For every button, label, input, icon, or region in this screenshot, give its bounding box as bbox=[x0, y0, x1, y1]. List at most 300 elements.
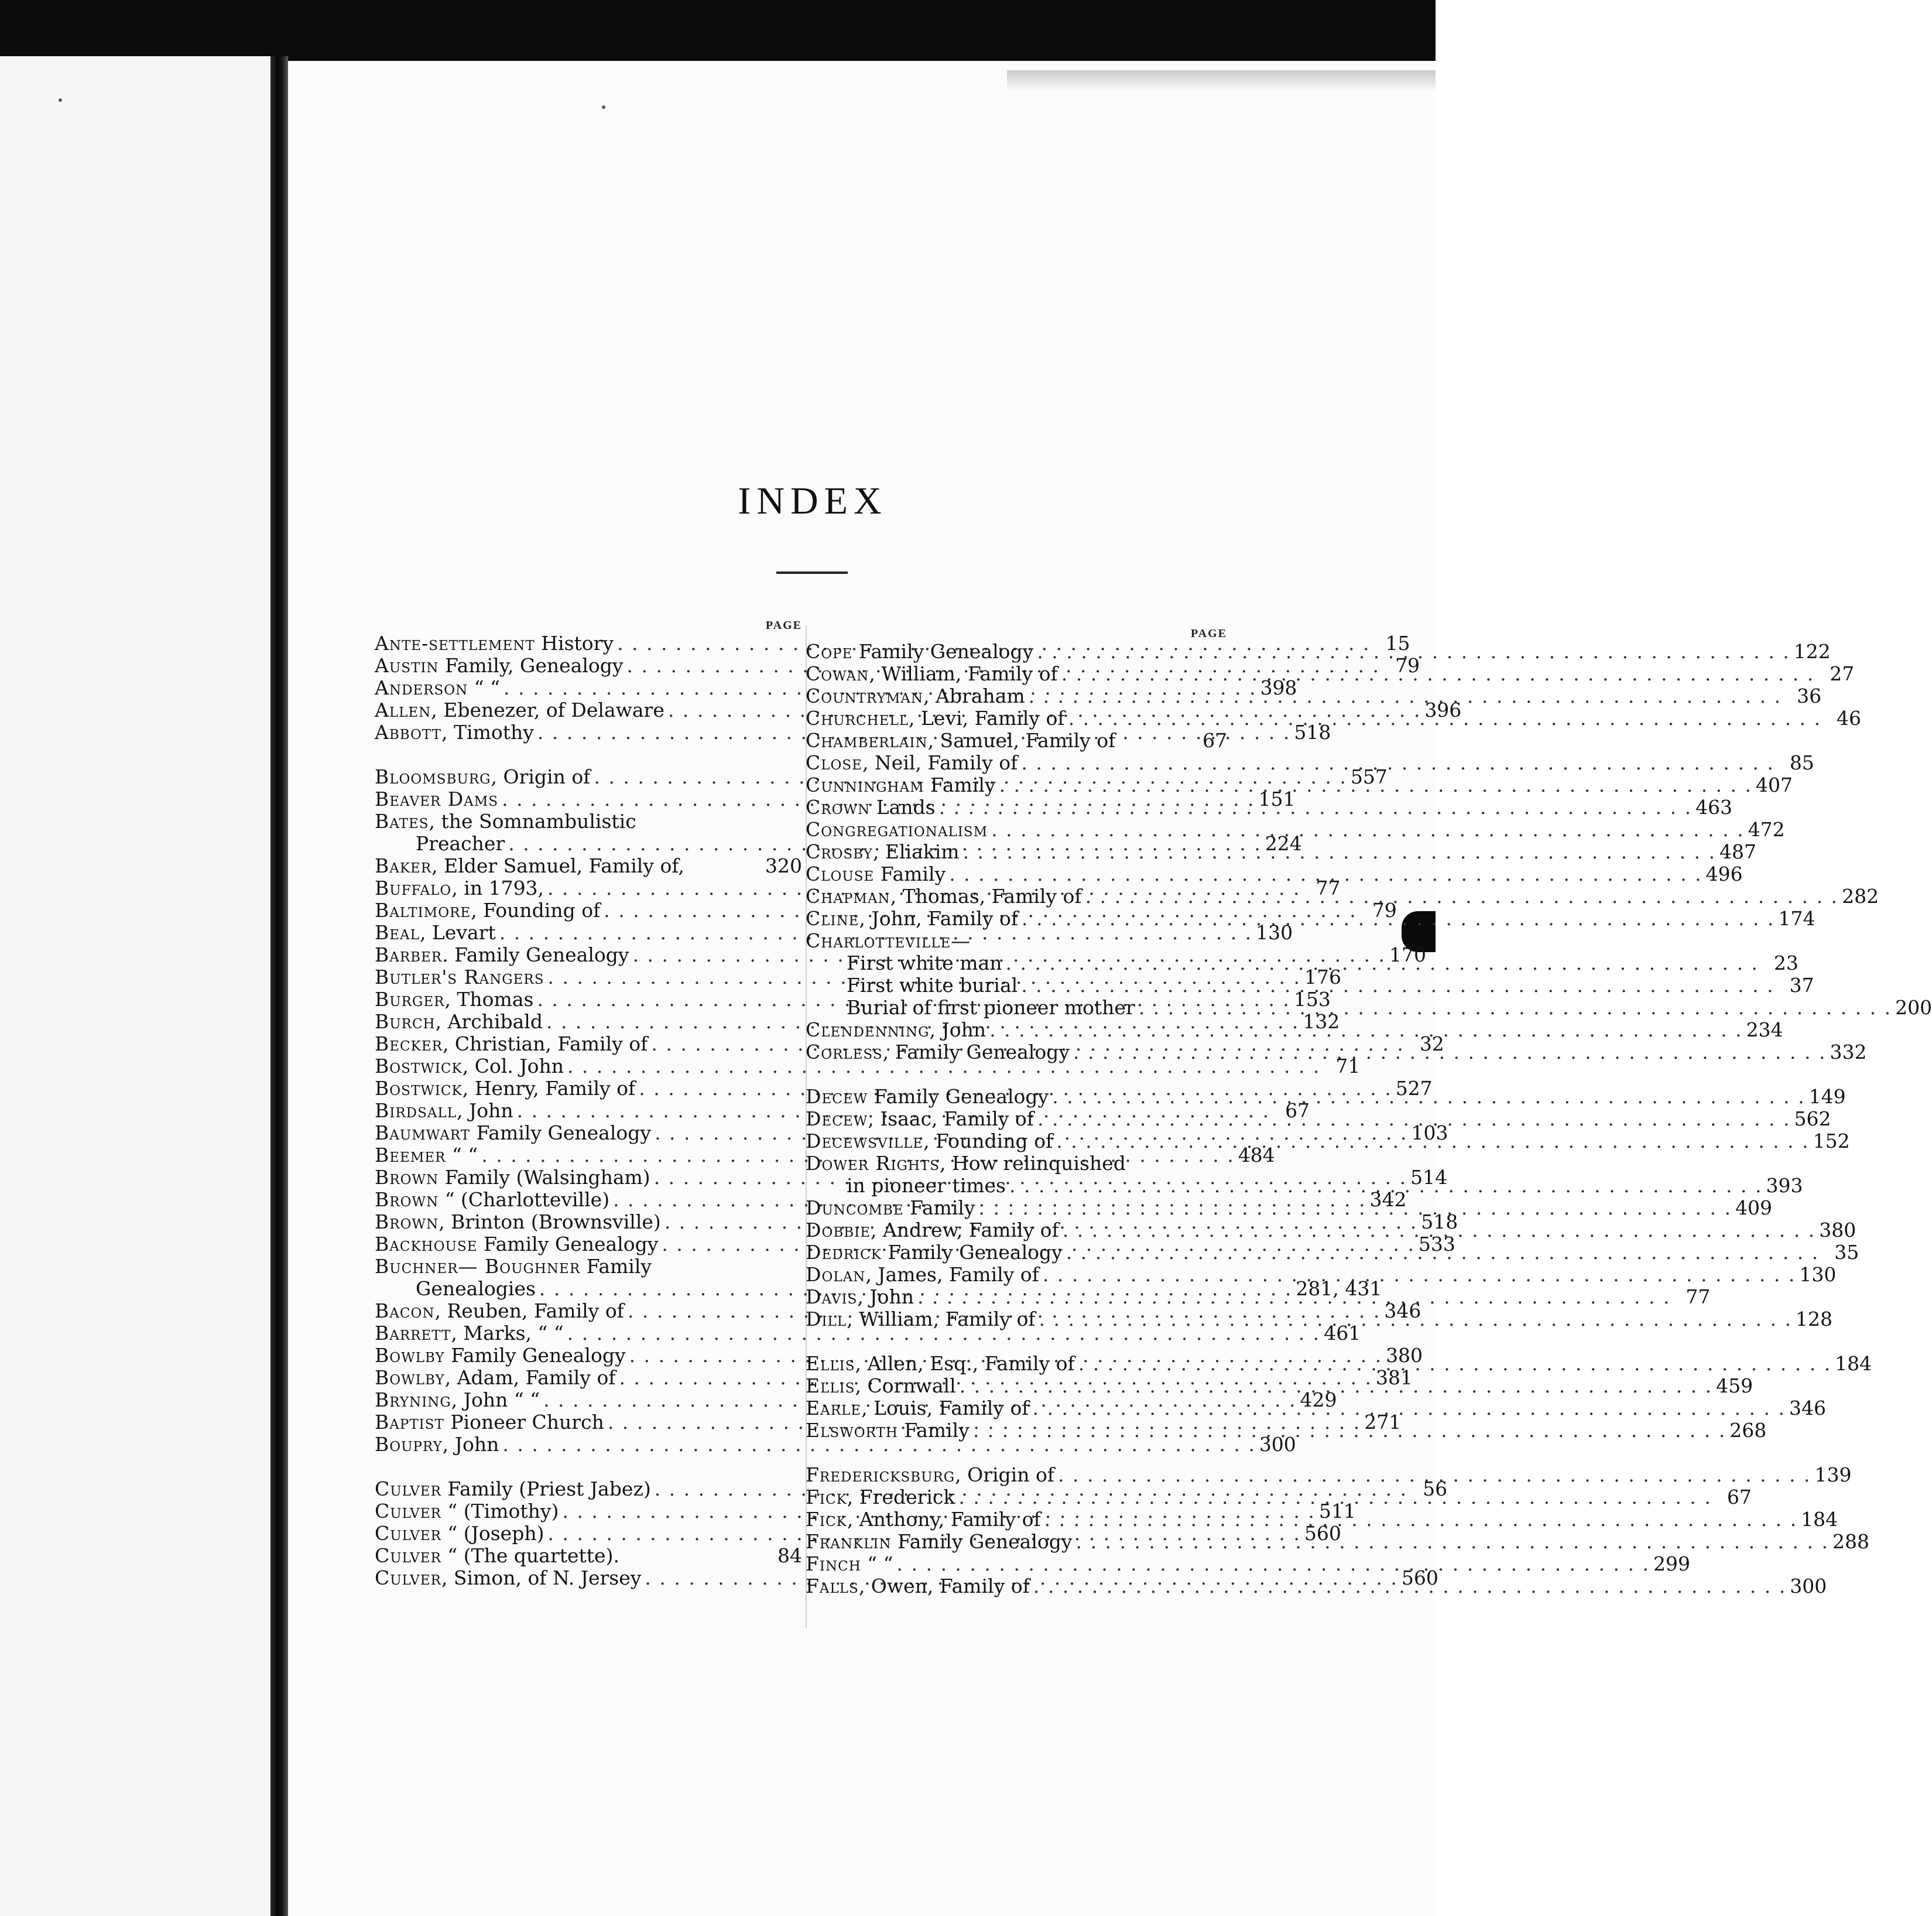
index-entry-detail: , Timothy bbox=[441, 721, 534, 744]
index-entry-text bbox=[375, 988, 533, 1011]
index-entry-heading: Abbott bbox=[375, 721, 442, 744]
index-entry-heading: Butler's Rangers bbox=[375, 966, 544, 988]
index-entry-text bbox=[375, 788, 498, 810]
dot-leader bbox=[1076, 1531, 1829, 1553]
index-entry-heading: Chapman bbox=[806, 885, 890, 908]
dot-leader bbox=[958, 1486, 1711, 1508]
index-entry-detail: , Elder Samuel, Family of, bbox=[431, 854, 684, 877]
index-entry-detail: , Abraham bbox=[923, 685, 1025, 707]
index-entry-detail: Preacher bbox=[416, 832, 505, 855]
index-entry-page-number: 271 bbox=[1364, 1411, 1402, 1433]
index-entry-text bbox=[806, 1019, 986, 1041]
index-entry-text bbox=[806, 1286, 914, 1308]
index-entry-detail: , Founding of bbox=[471, 899, 601, 922]
index-entry-heading: Culver bbox=[375, 1544, 441, 1567]
index-entry-text bbox=[806, 1397, 1029, 1419]
index-entry-text bbox=[806, 819, 988, 841]
index-entry-heading: Brown bbox=[375, 1210, 439, 1233]
index-entry-page-number: 84 bbox=[777, 1544, 802, 1567]
dot-leader bbox=[1033, 1575, 1786, 1597]
index-entry-heading: Franklin bbox=[806, 1530, 892, 1553]
index-entry-text bbox=[375, 1278, 536, 1300]
index-entry-text bbox=[375, 1144, 478, 1166]
index-entry-detail: in pioneer times bbox=[847, 1174, 1006, 1197]
index-entry-text bbox=[375, 877, 544, 899]
index-entry-detail: , John bbox=[442, 1433, 499, 1456]
index-entry-detail: , William, Family of bbox=[847, 1308, 1036, 1330]
index-entry-text bbox=[375, 699, 664, 721]
index-entry-text bbox=[806, 1175, 1006, 1197]
facing-page-blank bbox=[0, 56, 270, 1916]
page-top-shadow bbox=[1007, 70, 1436, 91]
index-entry-detail: , Christian, Family of bbox=[442, 1032, 648, 1055]
index-entry-page-number: 560 bbox=[1401, 1566, 1438, 1589]
index-entry-heading: Bowlby bbox=[375, 1366, 445, 1389]
index-entry-text bbox=[375, 1300, 624, 1322]
index-entry-page-number: 27 bbox=[1830, 662, 1855, 685]
index-entry bbox=[806, 818, 1785, 841]
index-entry-page-number: 288 bbox=[1832, 1530, 1869, 1553]
index-entry-heading: Ellis bbox=[806, 1374, 855, 1397]
index-entry-text bbox=[806, 1353, 1075, 1375]
index-entry-detail: “ (Timothy) bbox=[441, 1500, 559, 1522]
index-entry bbox=[806, 751, 1814, 774]
index-entry-detail: , Cornwall bbox=[855, 1374, 956, 1397]
index-entry-text bbox=[806, 1508, 1041, 1531]
index-entry-text bbox=[806, 885, 1082, 908]
dot-leader bbox=[991, 819, 1744, 841]
dot-leader bbox=[1078, 1353, 1831, 1375]
index-entry-page-number: 46 bbox=[1837, 707, 1862, 730]
index-entry-detail: Burial of first pioneer mother bbox=[847, 996, 1135, 1019]
index-entry-heading: Dolan bbox=[806, 1263, 866, 1286]
index-entry-text bbox=[375, 1500, 559, 1522]
index-entry-page-number: 459 bbox=[1716, 1374, 1753, 1397]
index-entry-heading: Dower Rights bbox=[806, 1152, 940, 1175]
index-entry-detail: “ “ bbox=[446, 1144, 478, 1166]
index-entry-detail: “ (The quartette). bbox=[441, 1544, 619, 1567]
index-entry-page-number: 234 bbox=[1746, 1018, 1783, 1041]
index-entry-text bbox=[806, 1152, 1126, 1175]
dot-leader bbox=[1037, 1108, 1790, 1130]
index-entry-page-number: 484 bbox=[1238, 1144, 1275, 1166]
index-entry-heading: Crosby bbox=[806, 840, 873, 863]
index-entry-page-number: 184 bbox=[1801, 1508, 1838, 1531]
index-entry bbox=[806, 930, 1227, 952]
index-entry-page-number: 130 bbox=[1799, 1263, 1837, 1286]
index-entry-text bbox=[806, 1575, 1030, 1597]
index-entry-detail: , Marks, “ “ bbox=[451, 1322, 564, 1344]
index-entry-page-number: 300 bbox=[1790, 1575, 1827, 1597]
index-entry-detail: , James, Family of bbox=[865, 1263, 1039, 1286]
index-entry-text bbox=[806, 908, 1018, 930]
index-entry-heading: Duncombe bbox=[806, 1196, 904, 1219]
index-entry-text bbox=[806, 1264, 1039, 1286]
index-entry-page-number: 560 bbox=[1304, 1522, 1341, 1545]
index-entry-detail: Pioneer Church bbox=[444, 1411, 604, 1433]
dot-leader bbox=[1021, 974, 1774, 997]
index-entry-detail: , Archibald bbox=[435, 1010, 543, 1033]
index-entry-page-number: 562 bbox=[1794, 1107, 1831, 1130]
index-entry-page-number: 518 bbox=[1421, 1210, 1458, 1233]
index-entry-heading: Falls bbox=[806, 1575, 859, 1597]
index-entry-heading: Backhouse bbox=[375, 1233, 478, 1255]
dot-leader bbox=[1139, 997, 1892, 1019]
index-entry-page-number: 67 bbox=[1727, 1486, 1752, 1508]
index-entry-text bbox=[375, 655, 624, 677]
index-entry-page-number: 407 bbox=[1756, 774, 1793, 796]
index-entry-page-number: 130 bbox=[1256, 921, 1293, 944]
index-entry-heading: Cope bbox=[806, 640, 853, 663]
index-entry-page-number: 300 bbox=[1259, 1433, 1296, 1456]
book-spine-shadow bbox=[270, 56, 288, 1916]
index-entry-page-number: 79 bbox=[1372, 899, 1397, 922]
index-entry-text bbox=[806, 1486, 955, 1508]
index-entry-text bbox=[375, 1255, 652, 1278]
index-entry-page-number: 71 bbox=[1335, 1055, 1361, 1077]
index-entry-page-number: 151 bbox=[1258, 788, 1296, 810]
index-entry-heading: Davis bbox=[806, 1285, 858, 1308]
index-entry-heading: Countryman bbox=[806, 685, 924, 707]
index-entry-detail: Family bbox=[903, 1196, 975, 1219]
index-entry-text bbox=[375, 721, 534, 744]
index-entry-heading: Brown bbox=[375, 1166, 439, 1189]
index-entry-detail: Family Genealogy bbox=[868, 1085, 1049, 1108]
index-entry-page-number: 299 bbox=[1653, 1552, 1690, 1575]
index-entry-text bbox=[806, 1553, 893, 1575]
index-entry-heading: Cowan bbox=[806, 662, 869, 685]
index-entry-text bbox=[375, 1055, 564, 1077]
index-entry bbox=[375, 1545, 802, 1567]
index-entry-text bbox=[375, 1211, 661, 1233]
dot-leader bbox=[897, 1553, 1650, 1575]
index-entry-heading: Baumwart bbox=[375, 1121, 471, 1144]
index-entry-detail: , Allen, Esq., Family of bbox=[855, 1352, 1075, 1375]
dot-leader bbox=[939, 796, 1692, 819]
index-entry-text bbox=[806, 663, 1058, 685]
index-entry-page-number: 176 bbox=[1304, 966, 1341, 988]
index-entry-text bbox=[375, 833, 505, 855]
index-entry bbox=[375, 1322, 1361, 1344]
index-entry-page-number: 56 bbox=[1423, 1477, 1448, 1500]
index-entry-text bbox=[375, 1100, 513, 1122]
index-entry-heading: Allen bbox=[375, 699, 431, 721]
index-entry-detail: Family Genealogy bbox=[852, 640, 1034, 663]
index-entry-detail: Family Genealogy bbox=[881, 1241, 1063, 1264]
index-entry-heading: Culver bbox=[375, 1522, 441, 1545]
index-entry-text bbox=[375, 1344, 626, 1367]
index-entry-text bbox=[375, 1522, 544, 1545]
index-entry-text bbox=[806, 1197, 975, 1219]
index-entry-heading: Bloomsburg bbox=[375, 765, 491, 788]
index-entry-heading: Churchell bbox=[806, 707, 909, 730]
index-entry-detail: , Isaac, Family of bbox=[868, 1107, 1034, 1130]
index-entry-detail: “ “ bbox=[861, 1552, 893, 1575]
index-entry-heading: Birdsall bbox=[375, 1099, 457, 1122]
index-entry bbox=[375, 855, 802, 877]
index-entry-heading: Cline bbox=[806, 907, 859, 930]
index-entry-text bbox=[806, 863, 946, 885]
index-entry-detail: , Owen, Family of bbox=[858, 1575, 1030, 1597]
index-entry bbox=[806, 1263, 1837, 1286]
dot-leader bbox=[1058, 1464, 1811, 1486]
index-entry-detail: Family Genealogy bbox=[891, 1530, 1073, 1553]
index-entry-heading: Congregationalism bbox=[806, 818, 988, 841]
index-entry-text bbox=[806, 774, 996, 796]
index-entry-detail: “ “ bbox=[468, 676, 500, 699]
index-entry-page-number: 346 bbox=[1384, 1299, 1421, 1322]
index-entry-heading: Buchner— Boughner bbox=[375, 1255, 581, 1278]
index-entry-detail: , John “ “ bbox=[451, 1388, 540, 1411]
index-entry-page-number: 496 bbox=[1705, 863, 1743, 885]
index-entry-page-number: 67 bbox=[1285, 1099, 1310, 1122]
index-entry-heading: Chamberlain bbox=[806, 729, 928, 752]
index-entry-heading: Ellis bbox=[806, 1352, 855, 1375]
index-entry-heading: Bates bbox=[375, 810, 429, 833]
index-entry-heading: Fick bbox=[806, 1486, 847, 1508]
index-entry-page-number: 533 bbox=[1418, 1233, 1455, 1255]
index-entry-heading: Bowlby bbox=[375, 1344, 445, 1367]
index-entry-page-number: 461 bbox=[1324, 1322, 1361, 1344]
index-entry-text bbox=[375, 966, 544, 988]
scan-speck bbox=[59, 98, 62, 102]
index-section-gap bbox=[806, 1442, 1227, 1464]
index-entry-page-number: 67 bbox=[1203, 729, 1227, 752]
index-entry-text bbox=[806, 1375, 956, 1397]
index-entry-page-number: 281, 431 bbox=[1296, 1277, 1382, 1300]
index-entry-heading: Fick bbox=[806, 1508, 847, 1531]
dot-leader bbox=[949, 863, 1702, 885]
index-entry-text bbox=[375, 1233, 658, 1255]
index-entry-heading: Ante-settlement bbox=[375, 632, 535, 655]
index-entry-text bbox=[375, 922, 496, 944]
index-entry-text bbox=[806, 641, 1033, 663]
index-entry-heading: Brown bbox=[375, 1188, 439, 1211]
dot-leader bbox=[1066, 1241, 1819, 1264]
index-entry-heading: Burch bbox=[375, 1010, 436, 1033]
page-column-header: PAGE bbox=[1190, 627, 1227, 640]
index-entry-text bbox=[375, 766, 590, 788]
index-entry-text bbox=[806, 930, 971, 952]
index-entry-page-number: 342 bbox=[1369, 1188, 1407, 1211]
index-entry-text bbox=[375, 677, 500, 699]
index-entry-heading: Bacon bbox=[375, 1299, 435, 1322]
index-entry-heading: Clendenning bbox=[806, 1018, 930, 1041]
index-entry-text bbox=[806, 1108, 1034, 1130]
index-entry-heading: Bostwick bbox=[375, 1077, 463, 1100]
index-entry-detail: Family Genealogy bbox=[444, 1344, 626, 1367]
dot-leader bbox=[1052, 1086, 1805, 1108]
index-entry-text bbox=[806, 952, 1002, 974]
index-entry-text bbox=[375, 1122, 651, 1144]
index-entry-text bbox=[806, 1041, 1070, 1063]
index-entry-heading: Elsworth bbox=[806, 1419, 898, 1442]
index-entry-heading: Barrett bbox=[375, 1322, 451, 1344]
index-entry-text bbox=[806, 707, 1065, 730]
index-entry-detail: Family (Priest Jabez) bbox=[441, 1477, 651, 1500]
index-entry-page-number: 514 bbox=[1410, 1166, 1448, 1189]
index-entry-page-number: 527 bbox=[1395, 1077, 1433, 1100]
index-entry-page-number: 511 bbox=[1318, 1500, 1356, 1522]
dot-leader bbox=[1056, 1130, 1809, 1152]
index-entry-detail: , Adam, Family of bbox=[444, 1366, 616, 1389]
dot-leader bbox=[1085, 885, 1838, 908]
index-entry-detail: Lands bbox=[870, 796, 936, 819]
index-entry bbox=[375, 1055, 1361, 1077]
index-entry-text bbox=[806, 796, 936, 819]
index-entry-heading: Close bbox=[806, 751, 862, 774]
index-entry-text bbox=[375, 1367, 616, 1389]
index-entry-detail: , Thomas bbox=[444, 988, 534, 1011]
index-entry-detail: Family Genealogy bbox=[477, 1233, 659, 1255]
index-entry-detail: , Frederick bbox=[847, 1486, 955, 1508]
index-entry-heading: Dobbie bbox=[806, 1219, 871, 1241]
index-entry-detail: , John, Family of bbox=[859, 907, 1019, 930]
dot-leader bbox=[1033, 1397, 1786, 1419]
index-entry-page-number: 85 bbox=[1789, 751, 1814, 774]
index-entry-page-number: 37 bbox=[1789, 974, 1814, 997]
index-entry-detail: , Origin of bbox=[491, 765, 591, 788]
dot-leader bbox=[1005, 952, 1758, 974]
index-entry-page-number: 381 bbox=[1375, 1366, 1413, 1389]
index-entry-text bbox=[375, 810, 636, 833]
index-entry-page-number: 463 bbox=[1695, 796, 1733, 819]
index-entry-heading: Earle bbox=[806, 1397, 862, 1419]
index-entry-detail: Family, Genealogy bbox=[439, 654, 624, 677]
index-entry-detail: Genealogies bbox=[416, 1277, 536, 1300]
index-entry-page-number: 139 bbox=[1814, 1463, 1852, 1486]
index-entry-page-number: 103 bbox=[1411, 1121, 1448, 1144]
index-entry-text bbox=[375, 944, 629, 966]
index-entry-detail: , Reuben, Family of bbox=[434, 1299, 624, 1322]
dot-leader bbox=[1037, 641, 1790, 663]
index-entry-detail: Family bbox=[924, 774, 996, 796]
index-entry-detail: , Origin of bbox=[955, 1463, 1055, 1486]
index-entry-heading: Burger bbox=[375, 988, 445, 1011]
index-entry-heading: Dedrick bbox=[806, 1241, 882, 1264]
index-entry-text bbox=[375, 1567, 641, 1589]
dot-leader bbox=[1029, 685, 1782, 707]
index-entry-page-number: 152 bbox=[1813, 1130, 1850, 1152]
dot-leader bbox=[1061, 663, 1814, 685]
index-entry-page-number: 487 bbox=[1719, 840, 1757, 863]
index-entry-text bbox=[806, 1219, 1059, 1241]
index-entry-page-number: 346 bbox=[1789, 1397, 1826, 1419]
index-entry-page-number: 398 bbox=[1260, 676, 1297, 699]
index-entry-detail: , John bbox=[857, 1285, 914, 1308]
index-entry-detail: . Family Genealogy bbox=[442, 943, 629, 966]
index-entry-page-number: 35 bbox=[1834, 1241, 1859, 1264]
index-entry-detail: , Eliakim bbox=[872, 840, 960, 863]
index-entry-detail: , Samuel, Family of bbox=[927, 729, 1116, 752]
dot-leader bbox=[1063, 1219, 1815, 1241]
index-entry-detail: , Founding of bbox=[923, 1130, 1053, 1152]
index-entry-heading: Beemer bbox=[375, 1144, 446, 1166]
index-entry-page-number: 396 bbox=[1424, 699, 1462, 721]
dot-leader bbox=[963, 841, 1716, 863]
index-entry-page-number: 77 bbox=[1686, 1285, 1711, 1308]
index-entry-page-number: 32 bbox=[1419, 1032, 1444, 1055]
index-entry-detail: Family bbox=[874, 863, 946, 885]
index-entry-text bbox=[375, 1322, 564, 1344]
index-entry-text bbox=[806, 841, 960, 863]
index-entry-page-number: 268 bbox=[1729, 1419, 1767, 1442]
dot-leader bbox=[1068, 707, 1821, 730]
index-entry-page-number: 472 bbox=[1748, 818, 1785, 841]
index-entry-heading: Bryning bbox=[375, 1388, 451, 1411]
index-entry-heading: Cunningham bbox=[806, 774, 924, 796]
index-entry bbox=[375, 1433, 1296, 1456]
index-entry-detail: , Louis, Family of bbox=[861, 1397, 1029, 1419]
index-entry-detail: , Levart bbox=[419, 921, 496, 944]
index-entry-detail: Family (Walsingham) bbox=[439, 1166, 650, 1189]
dot-leader bbox=[989, 1019, 1742, 1041]
index-entry-page-number: 36 bbox=[1797, 685, 1822, 707]
index-entry-heading: Baltimore bbox=[375, 899, 471, 922]
index-entry-heading: Decew bbox=[806, 1085, 868, 1108]
index-entry-detail: , in 1793, bbox=[451, 877, 544, 899]
index-entry-page-number: 393 bbox=[1766, 1174, 1803, 1197]
index-entry-text bbox=[806, 997, 1135, 1019]
index-entry-detail: Family Genealogy bbox=[470, 1121, 652, 1144]
index-entry-text bbox=[806, 685, 1025, 707]
index-entry-page-number: 332 bbox=[1830, 1041, 1867, 1063]
dot-leader bbox=[973, 1419, 1726, 1442]
index-entry-detail: , John bbox=[929, 1018, 986, 1041]
index-entry bbox=[806, 1152, 1227, 1175]
index-entry-page-number: 122 bbox=[1793, 640, 1831, 663]
index-entry-heading: Anderson bbox=[375, 676, 468, 699]
index-entry-detail: , John bbox=[457, 1099, 513, 1122]
index-entry-page-number: 380 bbox=[1386, 1344, 1423, 1367]
index-entry-page-number: 23 bbox=[1773, 952, 1799, 974]
dot-leader bbox=[1073, 1041, 1826, 1063]
index-entry-text bbox=[375, 1189, 609, 1211]
index-entry-detail: , Brinton (Brownsville) bbox=[439, 1210, 661, 1233]
index-entry-text bbox=[806, 1241, 1063, 1264]
index-entry-detail: , Neil, Family of bbox=[862, 751, 1018, 774]
index-entry-heading: Charlotteville— bbox=[806, 929, 971, 952]
index-entry-heading: Culver bbox=[375, 1500, 441, 1522]
index-entry-heading: Finch bbox=[806, 1552, 861, 1575]
index-entry-text bbox=[806, 752, 1018, 774]
index-entry-text bbox=[375, 1389, 540, 1411]
index-entry bbox=[806, 1552, 1690, 1575]
index-entry-page-number: 320 bbox=[765, 854, 802, 877]
index-entry-detail: First white man bbox=[847, 952, 1002, 974]
index-entry-detail: , Andrew, Family of bbox=[871, 1219, 1059, 1241]
index-entry-detail: , Ebenezer, of Delaware bbox=[431, 699, 664, 721]
index-section-gap bbox=[806, 1063, 1227, 1086]
index-entry-heading: Barber bbox=[375, 943, 443, 966]
index-entry-heading: Becker bbox=[375, 1032, 443, 1055]
index-entry-detail: , Levi, Family of bbox=[909, 707, 1065, 730]
index-entry-page-number: 409 bbox=[1735, 1196, 1772, 1219]
index-entry-heading: Clouse bbox=[806, 863, 875, 885]
index-entry-detail: , Col. John bbox=[462, 1055, 564, 1077]
index-entry-text bbox=[375, 1411, 604, 1433]
dot-leader bbox=[1039, 1308, 1792, 1330]
index-entry-page-number: 15 bbox=[1385, 632, 1410, 655]
index-entry-detail: , Anthony, Family of bbox=[847, 1508, 1041, 1531]
index-entry-text bbox=[806, 1130, 1053, 1152]
index-entry bbox=[806, 1463, 1852, 1486]
page-column-header: PAGE bbox=[765, 619, 802, 632]
index-entry-page-number: 153 bbox=[1293, 988, 1331, 1011]
index-entry-page-number: 132 bbox=[1303, 1010, 1340, 1033]
index-section-gap bbox=[806, 1330, 1227, 1353]
index-entry bbox=[806, 863, 1743, 885]
